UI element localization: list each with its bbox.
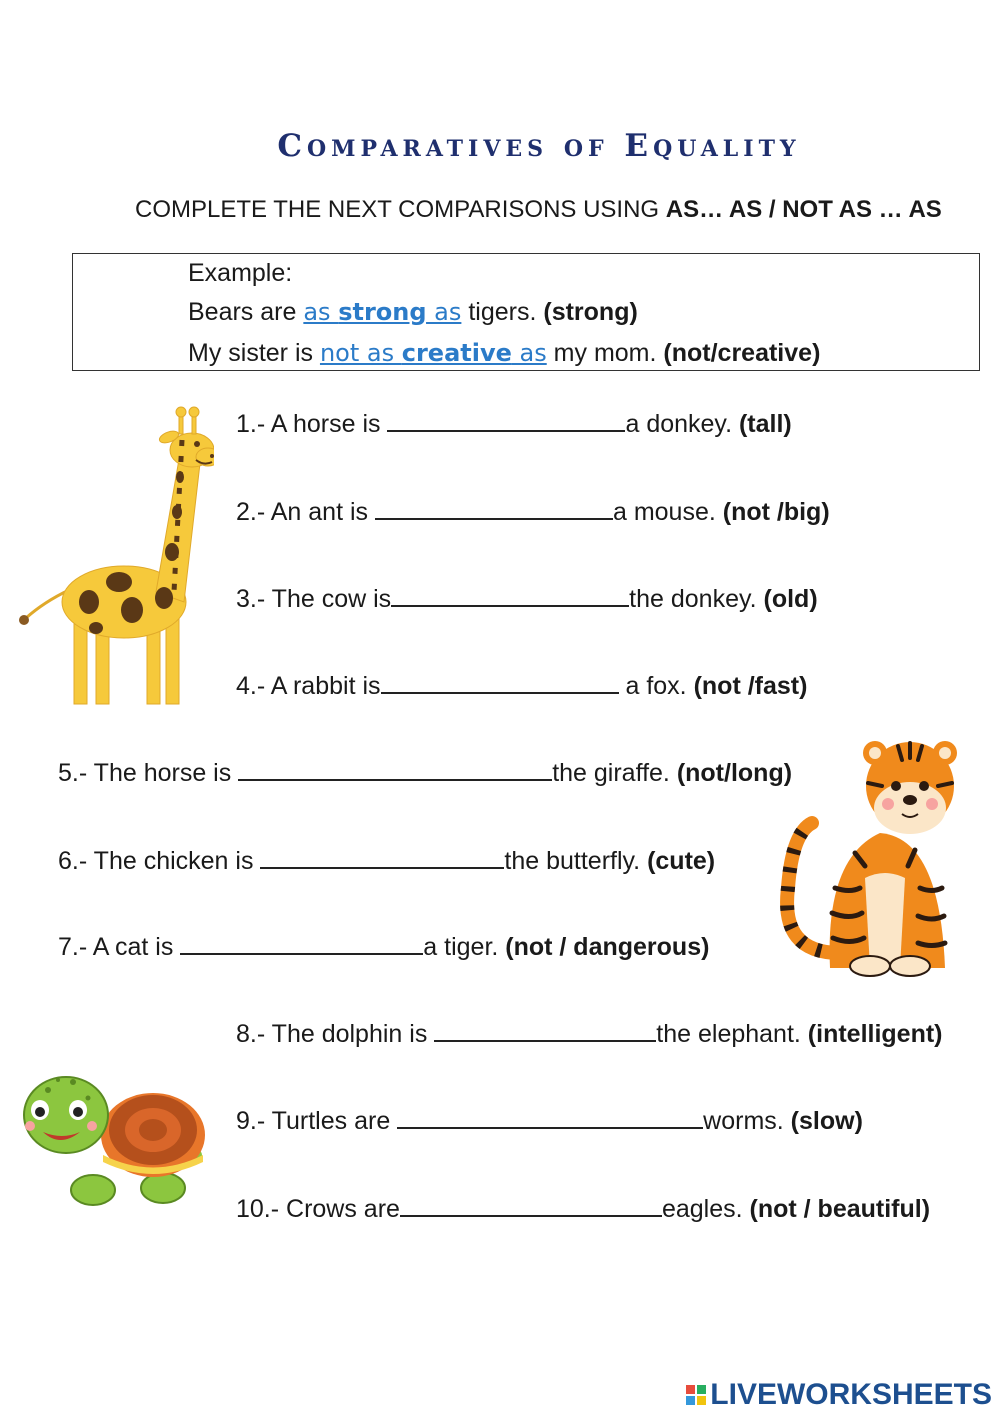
example-2-before: My sister is [188, 339, 320, 367]
answer-blank-3[interactable] [391, 583, 629, 607]
question-4: 4.- A rabbit is a fox. (not /fast) [236, 672, 808, 700]
answer-blank-1[interactable] [387, 408, 625, 432]
giraffe-image [14, 402, 214, 712]
example-1-after: tigers. [461, 298, 544, 326]
logo-icon [686, 1385, 706, 1405]
turtle-image [18, 1060, 208, 1212]
answer-blank-2[interactable] [375, 496, 613, 520]
worksheet-title: Comparatives of Equality [277, 128, 801, 164]
example-2-hint: (not/creative) [663, 339, 821, 367]
example-label: Example: [188, 259, 293, 287]
question-7: 7.- A cat is a tiger. (not / dangerous) [58, 933, 710, 961]
question-2: 2.- An ant is a mouse. (not /big) [236, 498, 830, 526]
answer-blank-10[interactable] [400, 1193, 662, 1217]
answer-blank-8[interactable] [434, 1018, 656, 1042]
question-5: 5.- The horse is the giraffe. (not/long) [58, 759, 793, 787]
question-8: 8.- The dolphin is the elephant. (intelligent) [236, 1020, 943, 1048]
answer-blank-6[interactable] [260, 845, 504, 869]
question-3: 3.- The cow is the donkey. (old) [236, 585, 818, 613]
answer-blank-9[interactable] [397, 1105, 703, 1129]
answer-blank-7[interactable] [180, 931, 423, 955]
logo-text: LIVEWORKSHEETS [710, 1378, 992, 1411]
instructions-bold: AS… AS / NOT AS … AS [665, 196, 942, 223]
example-1-answer: as strong as [303, 298, 462, 326]
example-1-hint: (strong) [543, 298, 638, 326]
tiger-image [770, 738, 970, 978]
instructions-text: COMPLETE THE NEXT COMPARISONS USING [135, 196, 666, 223]
example-1-before: Bears are [188, 298, 304, 326]
example-box [72, 253, 980, 371]
question-6: 6.- The chicken is the butterfly. (cute) [58, 847, 716, 875]
answer-blank-5[interactable] [238, 757, 552, 781]
instructions [135, 196, 942, 224]
example-line-1 [188, 298, 638, 327]
answer-blank-4[interactable] [381, 670, 619, 694]
example-2-after: my mom. [546, 339, 664, 367]
question-10: 10.- Crows are eagles. (not / beautiful) [236, 1195, 931, 1223]
question-9: 9.- Turtles are worms. (slow) [236, 1107, 863, 1135]
liveworksheets-logo [686, 1378, 992, 1412]
question-1: 1.- A horse is a donkey. (tall) [236, 410, 792, 438]
example-2-answer: not as creative as [319, 339, 547, 367]
example-line-2 [188, 339, 820, 368]
